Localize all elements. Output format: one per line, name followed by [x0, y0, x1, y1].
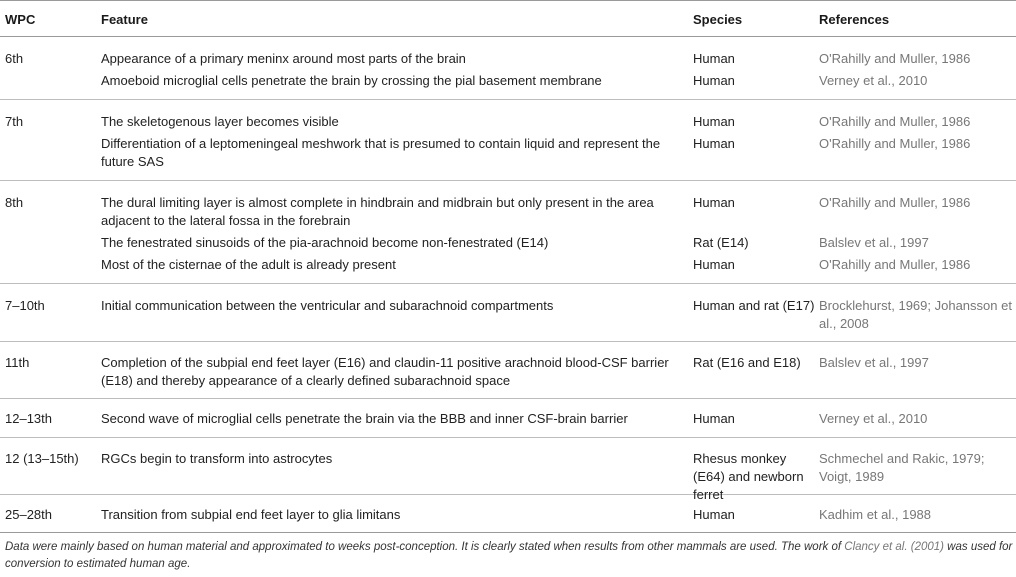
table-group — [0, 342, 1016, 399]
reference-link[interactable]: Brocklehurst, 1969; Johansson et al., 2008 — [819, 298, 1012, 331]
species-cell: Human — [693, 114, 735, 129]
feature-cell: Differentiation of a leptomeningeal meshwork that is presumed to contain liquid and represent the future SAS — [101, 136, 661, 169]
wpc-cell: 25–28th — [5, 507, 52, 522]
feature-cell: The fenestrated sinusoids of the pia-arachnoid become non-fenestrated (E14) — [101, 235, 549, 250]
wpc-cell: 8th — [5, 195, 24, 210]
species-cell: Human — [693, 195, 735, 210]
wpc-cell: 6th — [5, 51, 24, 66]
reference-link[interactable]: O'Rahilly and Muller, 1986 — [819, 136, 971, 151]
reference-link[interactable]: O'Rahilly and Muller, 1986 — [819, 195, 971, 210]
species-cell: Rat (E16 and E18) — [693, 355, 801, 370]
footnote-text-end: was used for conversion to estimated human age. — [5, 541, 1013, 570]
feature-cell: Appearance of a primary meninx around most parts of the brain — [101, 51, 466, 66]
reference-link[interactable]: Verney et al., 2010 — [819, 411, 928, 426]
header-wpc: WPC — [5, 12, 36, 27]
header-species: Species — [693, 12, 743, 27]
wpc-cell: 7–10th — [5, 298, 45, 313]
table-header — [0, 0, 1016, 37]
table-group — [0, 284, 1016, 342]
feature-cell: Amoeboid microglial cells penetrate the brain by crossing the pial basement membrane — [101, 73, 602, 88]
species-cell: Human — [693, 257, 735, 272]
species-cell: Human — [693, 51, 735, 66]
feature-cell: Transition from subpial end feet layer to glia limitans — [101, 507, 401, 522]
reference-link[interactable]: O'Rahilly and Muller, 1986 — [819, 114, 971, 129]
table-group — [0, 495, 1016, 533]
reference-link[interactable]: Schmechel and Rakic, 1979; Voigt, 1989 — [819, 451, 985, 484]
feature-cell: Most of the cisternae of the adult is already present — [101, 257, 396, 272]
species-cell: Human and rat (E17) — [693, 298, 815, 313]
reference-link[interactable]: O'Rahilly and Muller, 1986 — [819, 257, 971, 272]
feature-cell: RGCs begin to transform into astrocytes — [101, 451, 333, 466]
species-cell: Human — [693, 411, 735, 426]
footnote-text: Data were mainly based on human material and approximated to weeks post-conception. It is clearly stated when results from other mammals are used. The work of — [5, 541, 845, 553]
reference-link[interactable]: O'Rahilly and Muller, 1986 — [819, 51, 971, 66]
header-feature: Feature — [101, 12, 148, 27]
feature-cell: Initial communication between the ventricular and subarachnoid compartments — [101, 298, 554, 313]
table-group — [0, 438, 1016, 502]
table-group — [0, 399, 1016, 438]
table-group — [0, 37, 1016, 100]
species-cell: Rhesus monkey (E64) and newborn ferret — [693, 451, 804, 502]
wpc-cell: 11th — [5, 355, 30, 370]
feature-cell: Second wave of microglial cells penetrate the brain via the BBB and inner CSF-brain barrier — [101, 411, 628, 426]
species-cell: Human — [693, 507, 735, 522]
wpc-cell: 12–13th — [5, 411, 52, 426]
reference-link[interactable]: Balslev et al., 1997 — [819, 355, 929, 370]
wpc-cell: 7th — [5, 114, 24, 129]
reference-link[interactable]: Balslev et al., 1997 — [819, 235, 929, 250]
table-footnote — [5, 539, 1015, 573]
table-group — [0, 181, 1016, 284]
reference-link[interactable]: Verney et al., 2010 — [819, 73, 928, 88]
wpc-cell: 12 (13–15th) — [5, 451, 79, 466]
species-cell: Rat (E14) — [693, 235, 749, 250]
reference-link[interactable]: Kadhim et al., 1988 — [819, 507, 932, 522]
footnote-citation-link[interactable]: Clancy et al. (2001) — [844, 541, 944, 553]
species-cell: Human — [693, 136, 735, 151]
table-group — [0, 100, 1016, 181]
feature-cell: The skeletogenous layer becomes visible — [101, 114, 339, 129]
species-cell: Human — [693, 73, 735, 88]
feature-cell: Completion of the subpial end feet layer (E16) and claudin-11 positive arachnoid blood-CSF barrier (E18) and thereby appearance of a clearly defined subarachnoid space — [101, 355, 669, 388]
feature-cell: The dural limiting layer is almost complete in hindbrain and midbrain but only present in the area adjacent to the lateral fossa in the forebrain — [101, 195, 654, 228]
header-references: References — [819, 12, 890, 27]
